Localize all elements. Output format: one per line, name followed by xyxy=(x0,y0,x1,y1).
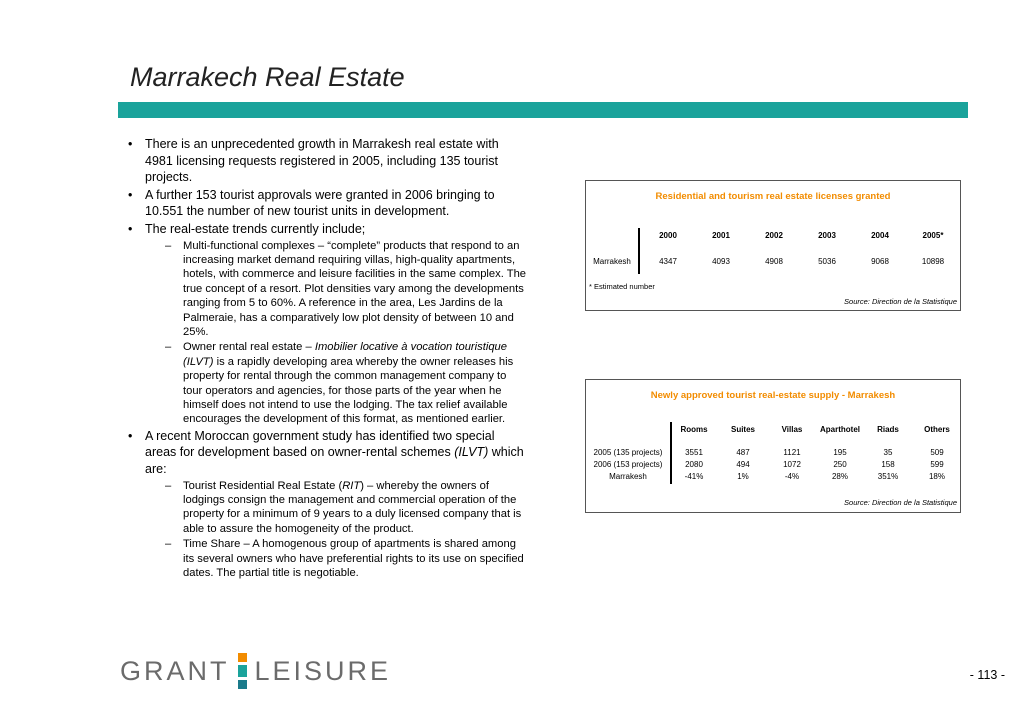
bullet-mark: • xyxy=(128,221,133,236)
column-header: Suites xyxy=(730,425,755,434)
bullet-text: The real-estate trends currently include; xyxy=(145,221,366,236)
column-header: Riads xyxy=(877,425,899,434)
table-cell: -4% xyxy=(784,472,800,481)
table-cell: 4093 xyxy=(712,257,730,266)
bullet-mark: • xyxy=(128,137,133,151)
bullet-text: A further 153 tourist approvals were granted in 2006 bringing to 10.551 the number of new tourist units in development. xyxy=(145,187,495,219)
bullet-item xyxy=(128,136,528,186)
logo-mark-icon xyxy=(238,653,247,689)
column-header: Aparthotel xyxy=(820,425,860,434)
column-header: Others xyxy=(924,425,950,434)
sub-bullet-text: Multi-functional complexes – “complete” products that respond to an increasing market demand requiring villas, high-quality apartments, hotels, with commerce and leisure facilities in the same complex. The true concept of a resort. Plot densities vary among the developments ranging from 5 to 60%. A reference in the area, Les Jardins de la Palmeraie, has a comparatively low plot density of between 10 and 25%. xyxy=(183,239,527,338)
table-cell: 509 xyxy=(930,448,944,457)
logo-text-left: GRANT xyxy=(120,655,230,686)
table-cell: 9068 xyxy=(871,257,889,266)
row-label: Marrakesh xyxy=(609,472,647,481)
table-cell: 487 xyxy=(736,448,750,457)
sub-bullet-item xyxy=(165,537,528,580)
bullet-item xyxy=(128,187,528,220)
table-cell: 494 xyxy=(736,460,750,469)
bullet-item xyxy=(128,428,528,478)
table-divider xyxy=(670,422,672,484)
dash-mark: – xyxy=(165,239,172,252)
table-source: Source: Direction de la Statistique xyxy=(844,498,957,507)
sub-bullet-text: Time Share – A homogenous group of apartments is shared among its several owners who have preferential rights to its use on specified dates. The partial title is negotiable. xyxy=(183,538,524,580)
table-cell: 158 xyxy=(881,460,895,469)
table-cell: 18% xyxy=(928,472,945,481)
text-run: ) – whereby the owners of lodgings consign the management and commercial operation of the property for a minimum of 9 years to a duly licensed company that is able to assure the homogeneity of the product. xyxy=(183,479,522,535)
text-run: A recent Moroccan government study has identified two special areas for development based on owner-rental schemes xyxy=(145,428,495,460)
column-header: 2002 xyxy=(765,231,783,240)
table-cell: 1072 xyxy=(783,460,801,469)
licenses-table xyxy=(585,180,961,311)
table-source: Source: Direction de la Statistique xyxy=(844,297,957,306)
sub-bullet-item xyxy=(165,340,528,426)
table-cell: 195 xyxy=(833,448,847,457)
table-cell: 599 xyxy=(930,460,944,469)
table-cell: 1121 xyxy=(783,448,801,457)
table-cell: 351% xyxy=(877,472,899,481)
sub-bullet-item xyxy=(165,239,528,340)
sub-bullet-text xyxy=(183,340,528,426)
text-run: is a rapidly developing area whereby the owner releases his property for rental through the common management company to tour operators and agencies, for those parts of the year when he himself does not intend to use the lodging. The tax relief available encourages the development of this format, as mentioned earlier. xyxy=(183,355,514,426)
table-divider xyxy=(638,228,640,274)
title-underline-bar xyxy=(118,102,968,118)
table-title: Residential and tourism real estate licenses granted xyxy=(655,191,891,202)
logo-text-right: LEISURE xyxy=(254,655,392,686)
row-label: Marrakesh xyxy=(593,257,631,266)
italic-term: (ILVT) xyxy=(454,445,489,460)
table-cell: 28% xyxy=(831,472,848,481)
bullet-text xyxy=(145,428,528,478)
page-title: Marrakech Real Estate xyxy=(130,62,405,92)
table-cell: 2080 xyxy=(685,460,703,469)
table-footnote: * Estimated number xyxy=(589,282,655,291)
dash-mark: – xyxy=(165,341,172,354)
sub-bullet-item xyxy=(165,479,528,537)
italic-term: Imobilier locative à vocation touristique (ILVT) xyxy=(183,341,507,368)
table-title: Newly approved tourist real-estate supply - Marrakesh xyxy=(650,390,896,401)
column-header: Villas xyxy=(781,425,803,434)
table-cell: 10898 xyxy=(921,257,945,266)
bullet-mark: • xyxy=(128,187,133,202)
column-header: 2003 xyxy=(818,231,836,240)
text-run: Owner rental real estate – xyxy=(183,341,315,354)
text-run: Tourist Residential Real Estate ( xyxy=(183,479,343,492)
table-cell: 5036 xyxy=(818,257,836,266)
table-cell: -41% xyxy=(684,472,704,481)
column-header: 2001 xyxy=(712,231,730,240)
table-cell: 4347 xyxy=(659,257,677,266)
sub-bullet-text xyxy=(183,479,528,537)
body-text xyxy=(128,136,528,581)
table-cell: 4908 xyxy=(765,257,783,266)
bullet-text: There is an unprecedented growth in Marrakesh real estate with 4981 licensing requests registered in 2005, including 135 tourist projects. xyxy=(145,137,499,185)
italic-term: RIT xyxy=(342,479,361,492)
bullet-mark: • xyxy=(128,428,133,443)
page-number: - 113 - xyxy=(969,668,1005,682)
table-cell: 35 xyxy=(883,448,893,457)
bullet-item xyxy=(128,221,528,238)
table-cell: 1% xyxy=(737,472,749,481)
column-header: 2005* xyxy=(922,231,944,240)
column-header: 2000 xyxy=(659,231,677,240)
table-cell: 250 xyxy=(833,460,847,469)
dash-mark: – xyxy=(165,538,172,551)
text-run: which are: xyxy=(145,445,524,477)
tourist-supply-table xyxy=(585,379,961,513)
column-header: Rooms xyxy=(680,425,708,434)
dash-mark: – xyxy=(165,479,172,492)
row-label: 2005 (135 projects) xyxy=(593,448,663,457)
column-header: 2004 xyxy=(871,231,889,240)
table-cell: 3551 xyxy=(685,448,703,457)
row-label: 2006 (153 projects) xyxy=(593,460,663,469)
grant-leisure-logo xyxy=(120,651,391,691)
